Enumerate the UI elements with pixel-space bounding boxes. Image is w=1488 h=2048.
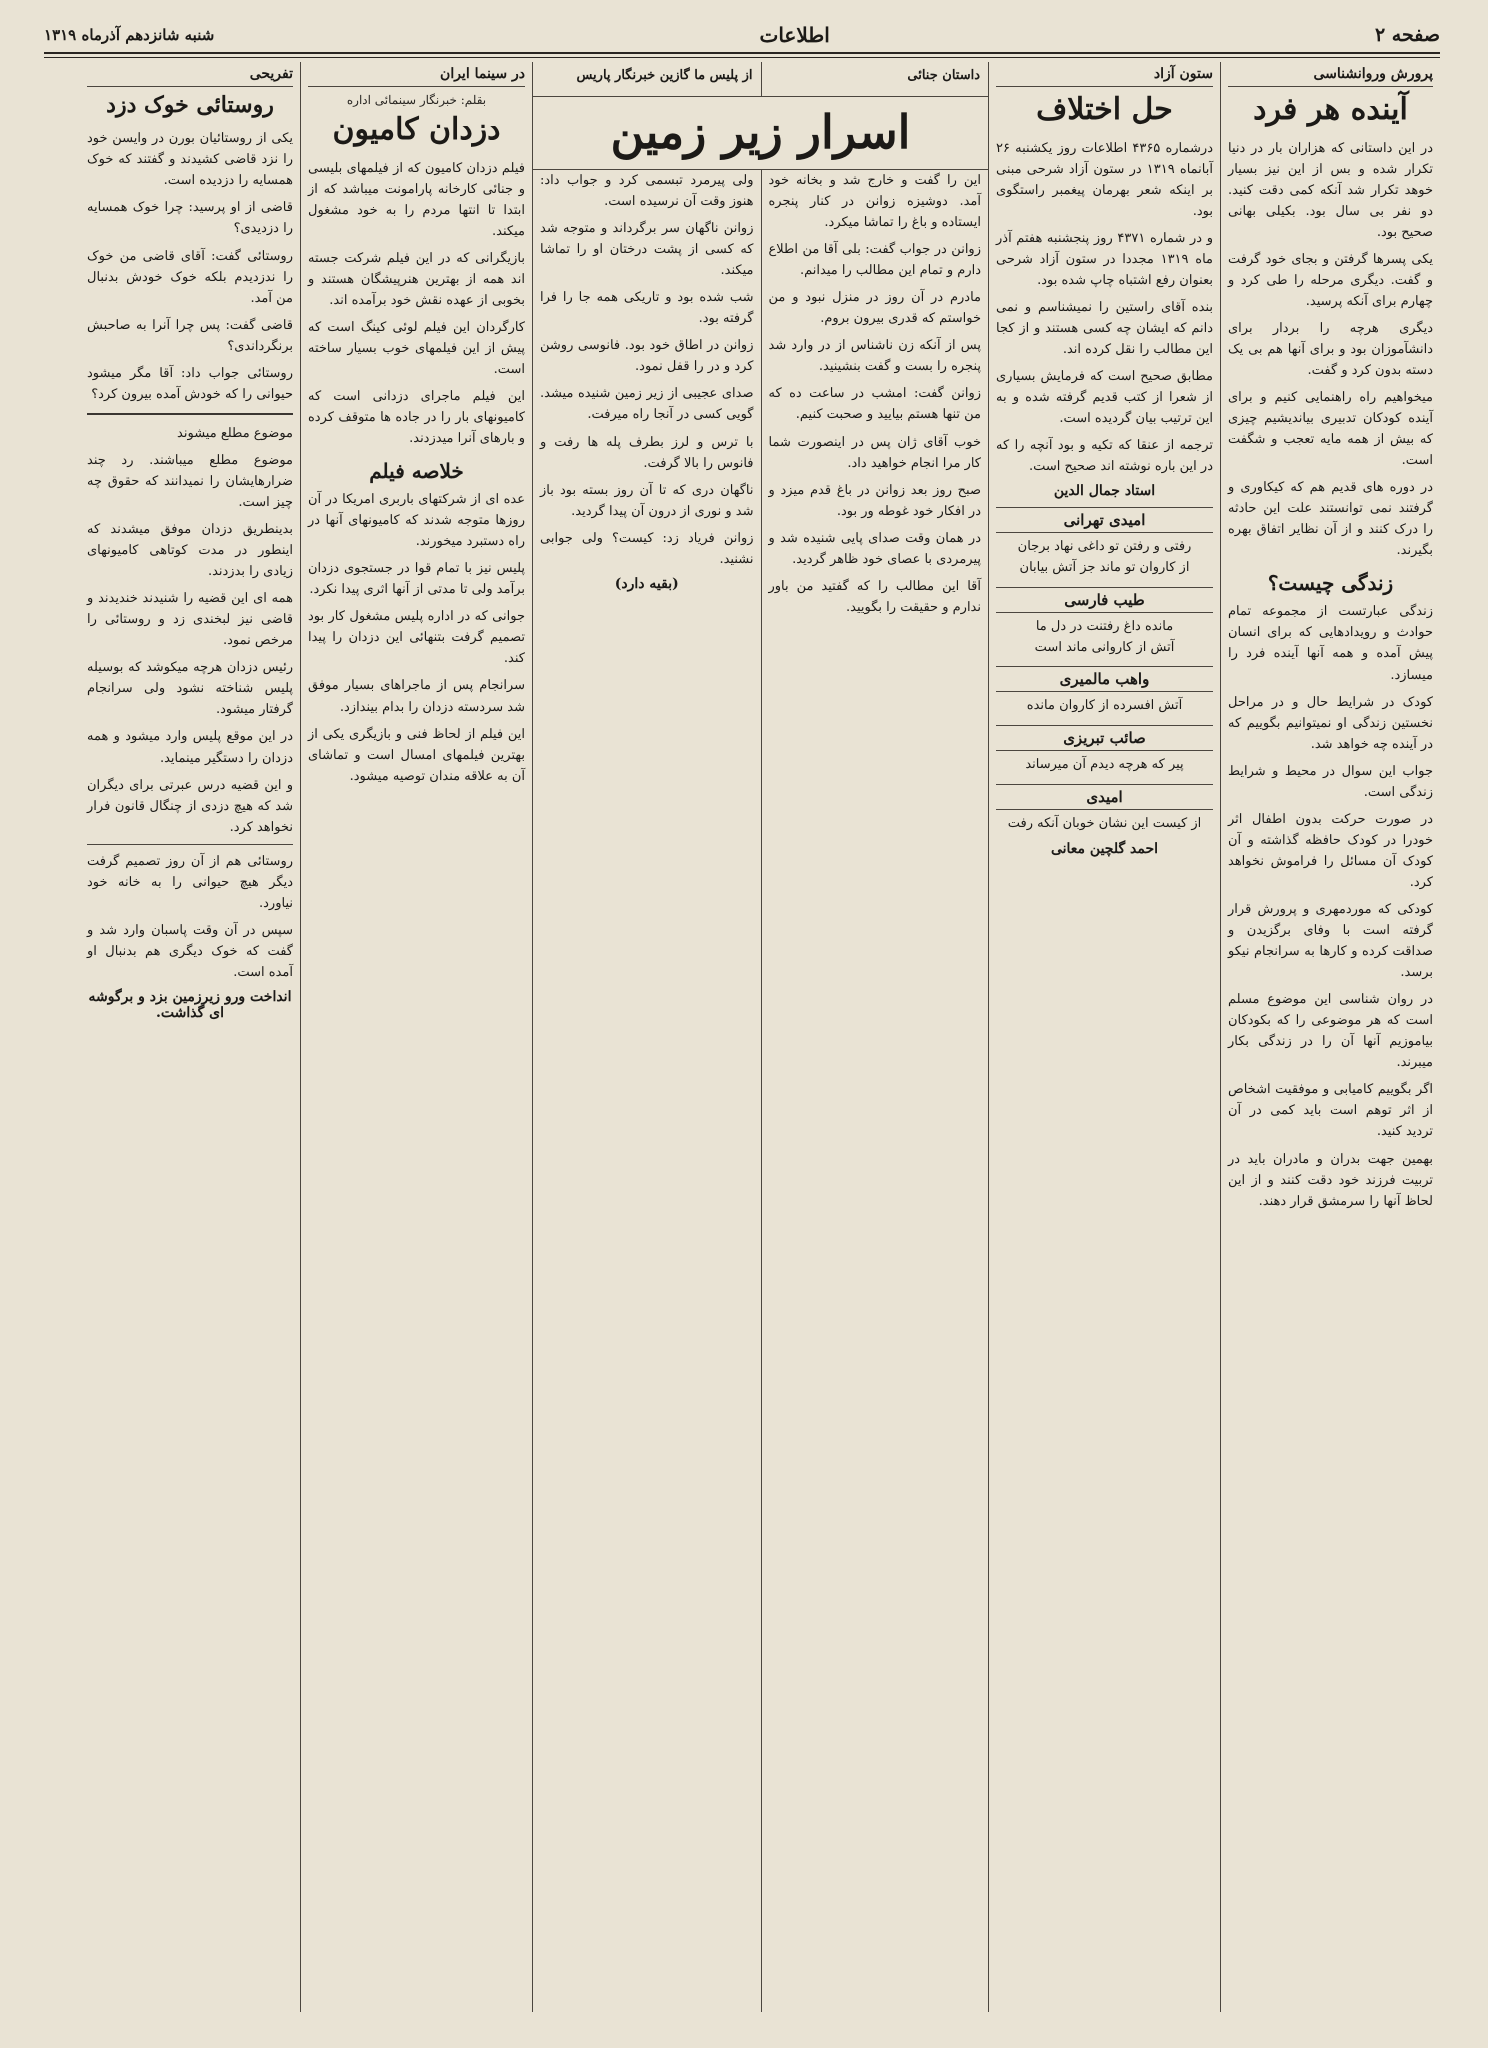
poem-author: امیدی xyxy=(996,784,1213,810)
free-kicker: ستون آزاد xyxy=(996,66,1213,87)
cinema-paragraph: عده ای از شرکتهای باربری امریکا در آن روزها متوجه شدند که کامیونهای آنها در راه دستبرد میخورند. xyxy=(308,492,525,550)
education-paragraph: جواب این سوال در محیط و شرایط زندگی است. xyxy=(1228,763,1433,800)
story-subcolumn xyxy=(761,170,989,2012)
poem-author: واهب مالمیری xyxy=(996,666,1213,692)
humor-paragraph: روستائی گفت: آقای قاضی من خوک را ندزدیدم بلکه خوک خودش بدنبال من آمد. xyxy=(87,248,293,306)
education-kicker: پرورش وروانشناسی xyxy=(1228,66,1433,87)
poem-verse: مانده داغ رفتنت در دل ما xyxy=(1035,618,1174,634)
story-continued: (بقیه دارد) xyxy=(614,575,679,592)
education-paragraph: میخواهیم راه راهنمایی کنیم و برای آینده کودکان تدبیری بیاندیشیم چیزی که بیش از همه مایه تعجب و شگفت است. xyxy=(1228,390,1433,469)
story-paragraph: صبح روز بعد زوانن در باغ قدم میزد و در افکار خود غوطه ور بود. xyxy=(768,482,981,519)
humor-paragraph: و این قضیه درس عبرتی برای دیگران شد که هیچ دزدی از چنگال قانون فرار نخواهد کرد. xyxy=(87,777,293,835)
story-title: اسرار زیر زمین xyxy=(533,97,988,170)
story-paragraph: زوانن فریاد زد: کیست؟ ولی جوابی نشنید. xyxy=(540,530,754,567)
poem-verse: رفتی و رفتن تو داغی نهاد برجان xyxy=(1017,539,1192,555)
story-kicker: داستان جنائی xyxy=(761,62,989,96)
story-paragraph: زوانن در اطاق خود بود. فانوسی روشن کرد و در را قفل نمود. xyxy=(540,338,754,375)
story-paragraph: ولی پیرمرد تبسمی کرد و جواب داد: هنوز وقت آن نرسیده است. xyxy=(540,173,754,210)
section-divider xyxy=(87,844,293,845)
free-paragraph: بنده آقای راستین را نمیشناسم و نمی دانم که ایشان چه کسی هستند و از کجا این مطالب را نقل کرده اند. xyxy=(996,299,1213,357)
poem-verse: آتش افسرده از کاروان مانده xyxy=(1026,698,1183,714)
story-subcolumn xyxy=(533,170,761,2012)
education-paragraph: کودک در شرایط حال و در مراحل نخستین زندگی او نمیتوانیم بگوییم که در آینده چه خواهد شد. xyxy=(1228,694,1433,752)
humor-kicker: تفریحی xyxy=(87,66,293,87)
story-paragraph: زوانن در جواب گفت: بلی آقا من اطلاع دارم و تمام این مطالب را میدانم. xyxy=(768,242,981,279)
free-title: حل اختلاف xyxy=(1036,92,1173,127)
cinema-subhead: خلاصه فیلم xyxy=(369,459,464,484)
free-paragraph: مطابق صحیح است که فرمایش بسیاری از شعرا از کتب قدیم گرفته شده و به این ترتیب بیان گردیده است. xyxy=(996,368,1213,427)
cinema-paragraph: این فیلم از لحاظ فنی و بازیگری یکی از بهترین فیلمهای امسال است و تماشای آن به علاقه مندان توصیه میشود. xyxy=(308,726,525,784)
free-paragraph: درشماره ۴۳۶۵ اطلاعات روز یکشنبه ۲۶ آبانماه ۱۳۱۹ در ستون آزاد شرحی مبنی بر اینکه شعر بهرمان پیغمبر راستگوی بود. xyxy=(996,140,1213,219)
story-paragraph: مادرم در آن روز در منزل نبود و من خواستم که قدری بیرون بروم. xyxy=(768,290,981,327)
poem-author: طیب فارسی xyxy=(996,587,1213,613)
story-paragraph: خوب آقای ژان پس در اینصورت شما کار مرا انجام خواهید داد. xyxy=(768,434,981,471)
humor-paragraph: روستائی هم از آن روز تصمیم گرفت دیگر هیچ حیوانی را به خانه خود نیاورد. xyxy=(87,853,293,911)
cinema-byline: بقلم: خبرنگار سینمائی اداره xyxy=(346,93,487,107)
humor-paragraph: سپس در آن وقت پاسبان وارد شد و گفت که خوک دیگری هم بدنبال او آمده است. xyxy=(87,922,293,980)
cinema-paragraph: فیلم دزدان کامیون که از فیلمهای بلیسی و جنائی کارخانه پارامونت میباشد که از ابتدا تا انتها مردم را به خود مشغول میکند. xyxy=(308,160,525,239)
column-education xyxy=(1220,62,1440,2012)
column-cinema xyxy=(300,62,532,2012)
education-paragraph: در دوره های قدیم هم که کیکاوری و گرفتند نمی توانستند علت این حادثه را درک کنند و از آن نظایر اتفاق بهره بگیرند. xyxy=(1228,480,1433,559)
story-paragraph: در همان وقت صدای پایی شنیده شد و پیرمردی با عصای خود ظاهر گردید. xyxy=(768,530,981,567)
poem-verse: از کیست این نشان خوبان آنکه رفت xyxy=(1007,815,1202,831)
poem-verse: از کاروان تو ماند جز آتش بیابان xyxy=(1019,560,1190,575)
story-source: از پلیس ما گازین خبرنگار پاریس xyxy=(576,68,753,83)
humor-paragraph: قاضی از او پرسید: چرا خوک همسایه را دزدیدی؟ xyxy=(87,200,293,237)
story-paragraph: زوانن ناگهان سر برگرداند و متوجه شد که کسی از پشت درختان او را تماشا میکند. xyxy=(540,221,754,279)
humor-paragraph: موضوع مطلع میباشند. رد چند ضرارهایشان را نمیدانند که حقوق چه چیز است. xyxy=(87,452,293,510)
newspaper-name: اطلاعات xyxy=(759,23,830,47)
education-paragraph: یکی پسرها گرفتن و بجای خود گرفت و گفت. دیگری مرحله را طی کرد و چهارم برای آنکه پرسید. xyxy=(1228,251,1433,309)
humor-paragraph: رئیس دزدان هرچه میکوشد که بوسیله پلیس شناخته نشود ولی سرانجام گرفتار میشود. xyxy=(87,660,293,718)
humor-paragraph: قاضی گفت: پس چرا آنرا به صاحبش برنگرداندی؟ xyxy=(87,317,293,354)
cinema-paragraph: این فیلم ماجرای دزدانی است که کامیونهای بار را در جاده ها متوقف کرده و بارهای آنرا میدزدند. xyxy=(308,388,525,447)
columns xyxy=(44,62,1440,2012)
story-paragraph: آقا این مطالب را که گفتید من باور ندارم و حقیقت را بگویید. xyxy=(768,578,981,615)
free-paragraph: و در شماره ۴۳۷۱ روز پنجشنبه هفتم آذر ماه ۱۳۱۹ مجددا در ستون آزاد شرحی بعنوان رفع اشتباه چاپ شده بود. xyxy=(996,230,1213,288)
education-paragraph: در صورت حرکت بدون اطفال اثر خودرا در کودک حافظه گذاشته و آن کودک آن مسائل را فراموش نخواهد کرد. xyxy=(1228,811,1433,890)
story-paragraph: با ترس و لرز بطرف پله ها رفت و فانوس را بالا گرفت. xyxy=(540,434,754,471)
story-paragraph: صدای عجیبی از زیر زمین شنیده میشد. گویی کسی در آنجا راه میرفت. xyxy=(540,386,754,423)
cinema-paragraph: سرانجام پس از ماجراهای بسیار موفق شد سردسته دزدان را بدام بیندازد. xyxy=(308,678,525,715)
education-paragraph: دیگری هرچه را بردار برای دانشآموزان بود و برای آنها هم بی یک دسته بدون کرد و گفت. xyxy=(1228,320,1433,378)
cinema-paragraph: کارگردان این فیلم لوئی کینگ است که پیش از این فیلمهای خوب بسیار ساخته است. xyxy=(308,319,525,377)
column-story xyxy=(532,62,988,2012)
poem-author: صائب تبریزی xyxy=(996,725,1213,751)
education-paragraph: اگر بگوییم کامیابی و موفقیت اشخاص از اثر توهم است باید کمی در آن تردید کنید. xyxy=(1228,1082,1433,1140)
humor-title: روستائی خوک دزد xyxy=(106,92,274,118)
column-free xyxy=(988,62,1220,2012)
cinema-title: دزدان کامیون xyxy=(332,112,501,147)
free-paragraph: ترجمه از عنقا که تکیه و بود آنچه را که در این باره نوشته اند صحیح است. xyxy=(996,438,1213,475)
education-paragraph: در روان شناسی این موضوع مسلم است که هر موضوعی را که بکودکان بیاموزیم آنها آن را در زندگی بکار میبرند. xyxy=(1228,992,1433,1071)
education-subhead: زندگی چیست؟ xyxy=(1267,571,1394,596)
poem-verse: آتش از کاروانی ماند است xyxy=(1034,639,1175,655)
humor-paragraph: روستائی جواب داد: آقا مگر میشود حیوانی را که خودش آمده بیرون کرد؟ xyxy=(87,365,293,402)
poem-verse: پیر که هرچه دیدم آن میرساند xyxy=(1025,757,1184,773)
cinema-paragraph: پلیس نیز با تمام قوا در جستجوی دزدان برآمد ولی تا مدتی از آنها اثری پیدا نکرد. xyxy=(308,561,525,598)
education-paragraph: زندگی عبارتست از مجموعه تمام حوادث و رویدادهایی که برای انسان پیش آمده و همه آنها آینده فرد را میسازد. xyxy=(1228,604,1433,683)
education-title: آینده هر فرد xyxy=(1253,92,1408,127)
story-paragraph: این را گفت و خارج شد و بخانه خود آمد. دوشیزه زوانن در کنار پنجره ایستاده و باغ را تماشا میکرد. xyxy=(768,173,981,231)
masthead-rule xyxy=(44,57,1440,58)
story-paragraph: پس از آنکه زن ناشناس از در وارد شد پنجره را بست و گفت بنشینید. xyxy=(768,338,981,375)
story-paragraph: زوانن گفت: امشب در ساعت ده که من تنها هستم بیایید و صحبت کنیم. xyxy=(768,386,981,423)
education-paragraph: در این داستانی که هزاران بار در دنیا تکرار شده و بس از این نیز بسیار خوهد تکرار شد آنکه کمی دقت کنید. دو نفر بی سال بود. بکیلی بهانی صحیح بود. xyxy=(1228,140,1433,240)
section-divider xyxy=(87,413,293,415)
story-paragraph: ناگهان دری که تا آن روز بسته بود باز شد و نوری از درون آن پیدا گردید. xyxy=(540,482,754,519)
column-humor xyxy=(80,62,300,2012)
humor-paragraph: موضوع مطلع میشوند xyxy=(177,425,293,441)
free-signature: احمد گلچین معانی xyxy=(1050,840,1159,857)
story-header xyxy=(533,62,988,97)
cinema-kicker: در سینما ایران xyxy=(308,66,525,87)
education-paragraph: کودکی که موردمهری و پرورش قرار گرفته است با وفای برگزیدن و صداقت کرده و کارها به سرانجام نیکو برسد. xyxy=(1228,902,1433,981)
story-body xyxy=(533,170,988,2012)
issue-date: شنبه شانزدهم آذرماه ۱۳۱۹ xyxy=(44,26,215,44)
story-paragraph: شب شده بود و تاریکی همه جا را فرا گرفته بود. xyxy=(540,290,754,327)
cinema-paragraph: جوانی که در اداره پلیس مشغول کار بود تصمیم گرفت بتنهائی این دزدان را پیدا کند. xyxy=(308,609,525,667)
humor-paragraph: بدینطریق دزدان موفق میشدند که اینطور در مدت کوتاهی کامیونهای زیادی را بدزدند. xyxy=(87,522,293,580)
humor-ending: انداخت ورو زیرزمین بزد و برگوشه ای گذاشت. xyxy=(88,988,292,1021)
humor-paragraph: در این موقع پلیس وارد میشود و همه دزدان را دستگیر مینماید. xyxy=(87,729,293,766)
humor-paragraph: یکی از روستائیان بورن در وایسن خود را نزد قاضی کشیدند و گفتند که خوک همسایه را دزدیده است. xyxy=(87,131,293,189)
page-number: صفحه ۲ xyxy=(1374,24,1440,46)
humor-paragraph: همه ای این قضیه را شنیدند خندیدند و قاضی نیز لبخندی زد و روستائی را مرخص نمود. xyxy=(87,591,293,649)
free-signature: استاد جمال الدین xyxy=(1053,483,1156,500)
cinema-paragraph: بازیگرانی که در این فیلم شرکت جسته اند همه از بهترین هنرپیشگان هستند و بخوبی از عهده نقش خود برآمده اند. xyxy=(308,250,525,308)
masthead xyxy=(44,18,1440,54)
poem-author: امیدی تهرانی xyxy=(996,507,1213,533)
education-paragraph: بهمین جهت بدران و مادران باید در تربیت فرزند خود دقت کنند و از این لحاظ آنها را سرمشق قرار دهند. xyxy=(1228,1151,1433,1209)
